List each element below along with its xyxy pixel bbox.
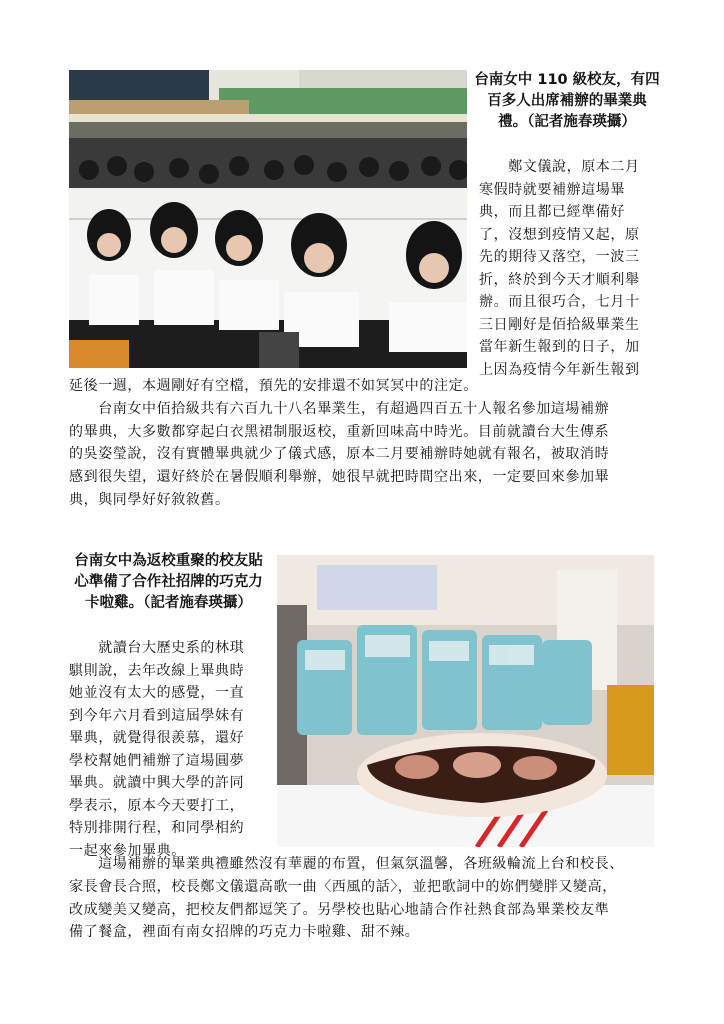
text-line: 折，終於到今天才順利舉 [479, 271, 640, 288]
text-line: 典，與同學好好敘敘舊。 [69, 491, 230, 508]
text-line: 學表示，原本今天要打工， [69, 797, 245, 814]
text-line: 典，而且都已經準備好 [479, 204, 625, 220]
caption-line: 台南女中為返校重聚的校友貼 [74, 553, 263, 569]
text-line: 到今年六月看到這屆學妹有 [69, 707, 245, 724]
text-line: 了，沒想到疫情又起，原 [479, 226, 640, 243]
text-line: 這場補辦的畢業典禮雖然沒有華麗的布置，但氣氛溫馨，各班級輪流上台和校長、 [69, 856, 624, 872]
text-line: 的吳姿瑩說，沒有實體畢典就少了儀式感，原本二月要補辦時她就有報名，被取消時 [69, 446, 610, 463]
text-line: 騏則說，去年改線上畢典時 [69, 662, 245, 679]
text-line: 畢典。就讀中興大學的許同 [69, 775, 245, 791]
text-line: 先的期待又落空，一波三 [479, 249, 640, 265]
text-line: 當年新生報到的日子，加 [479, 339, 640, 355]
text-line: 改成變美又變高，把校友們都逗笑了。另學校也貼心地請合作社熱食部為畢業校友準 [69, 901, 610, 918]
text-line: 辦。而且很巧合，七月十 [479, 294, 640, 310]
text-line: 延後一週，本週剛好有空檔，預先的安排還不如冥冥中的注定。 [69, 378, 478, 394]
text-line: 一起來參加畢典。 [69, 842, 186, 859]
chocolate-chicken-photo [277, 555, 654, 847]
article-side-text-1 [479, 156, 659, 381]
caption-line: 台南女中 110 級校友，有四 [474, 72, 660, 88]
text-line: 備了餐盒，裡面有南女招牌的巧克力卡啦雞、甜不辣。 [69, 924, 420, 941]
text-line: 學校幫她們補辦了這場圓夢 [69, 752, 245, 769]
caption-line: 禮。（記者施春瑛攝） [498, 114, 636, 130]
text-line: 台南女中佰拾級共有六百九十八名畢業生，有超過四百五十人報名參加這場補辦 [69, 400, 610, 417]
text-line: 就讀台大歷史系的林琪 [69, 640, 245, 656]
text-line: 她並沒有太大的感覺，一直 [69, 685, 245, 701]
caption-line: 心準備了合作社招牌的巧克力 [74, 574, 263, 590]
text-line: 三日剛好是佰拾級畢業生 [479, 316, 640, 333]
text-line: 鄭文儀說，原本二月 [479, 159, 640, 175]
article-full-text-1 [69, 375, 669, 512]
text-line: 感到很失望，還好終於在暑假順利舉辦，她很早就把時間空出來，一定要回來參加畢 [69, 469, 610, 486]
article-full-text-2 [69, 853, 669, 944]
article-side-text-2 [69, 637, 269, 862]
photo-caption-1 [472, 70, 662, 133]
text-line: 寒假時就要補辦這場畢 [479, 181, 625, 198]
caption-line: 百多人出席補辦的畢業典 [487, 93, 647, 109]
text-line: 的畢典，大多數都穿起白衣黑裙制服返校，重新回味高中時光。目前就讀台大生傳系 [69, 423, 610, 440]
graduation-ceremony-photo [69, 70, 467, 368]
text-line: 家長會長合照，校長鄭文儀還高歌一曲〈西風的話〉，並把歌詞中的妳們變胖又變高， [69, 878, 617, 895]
text-line: 畢典，就覺得很羨慕，還好 [69, 730, 245, 746]
caption-line: 卡啦雞。（記者施春瑛攝） [85, 595, 252, 611]
text-line: 特別排開行程，和同學相約 [69, 820, 245, 836]
photo-caption-2 [66, 551, 271, 614]
text-line: 上因為疫情今年新生報到 [479, 361, 640, 378]
